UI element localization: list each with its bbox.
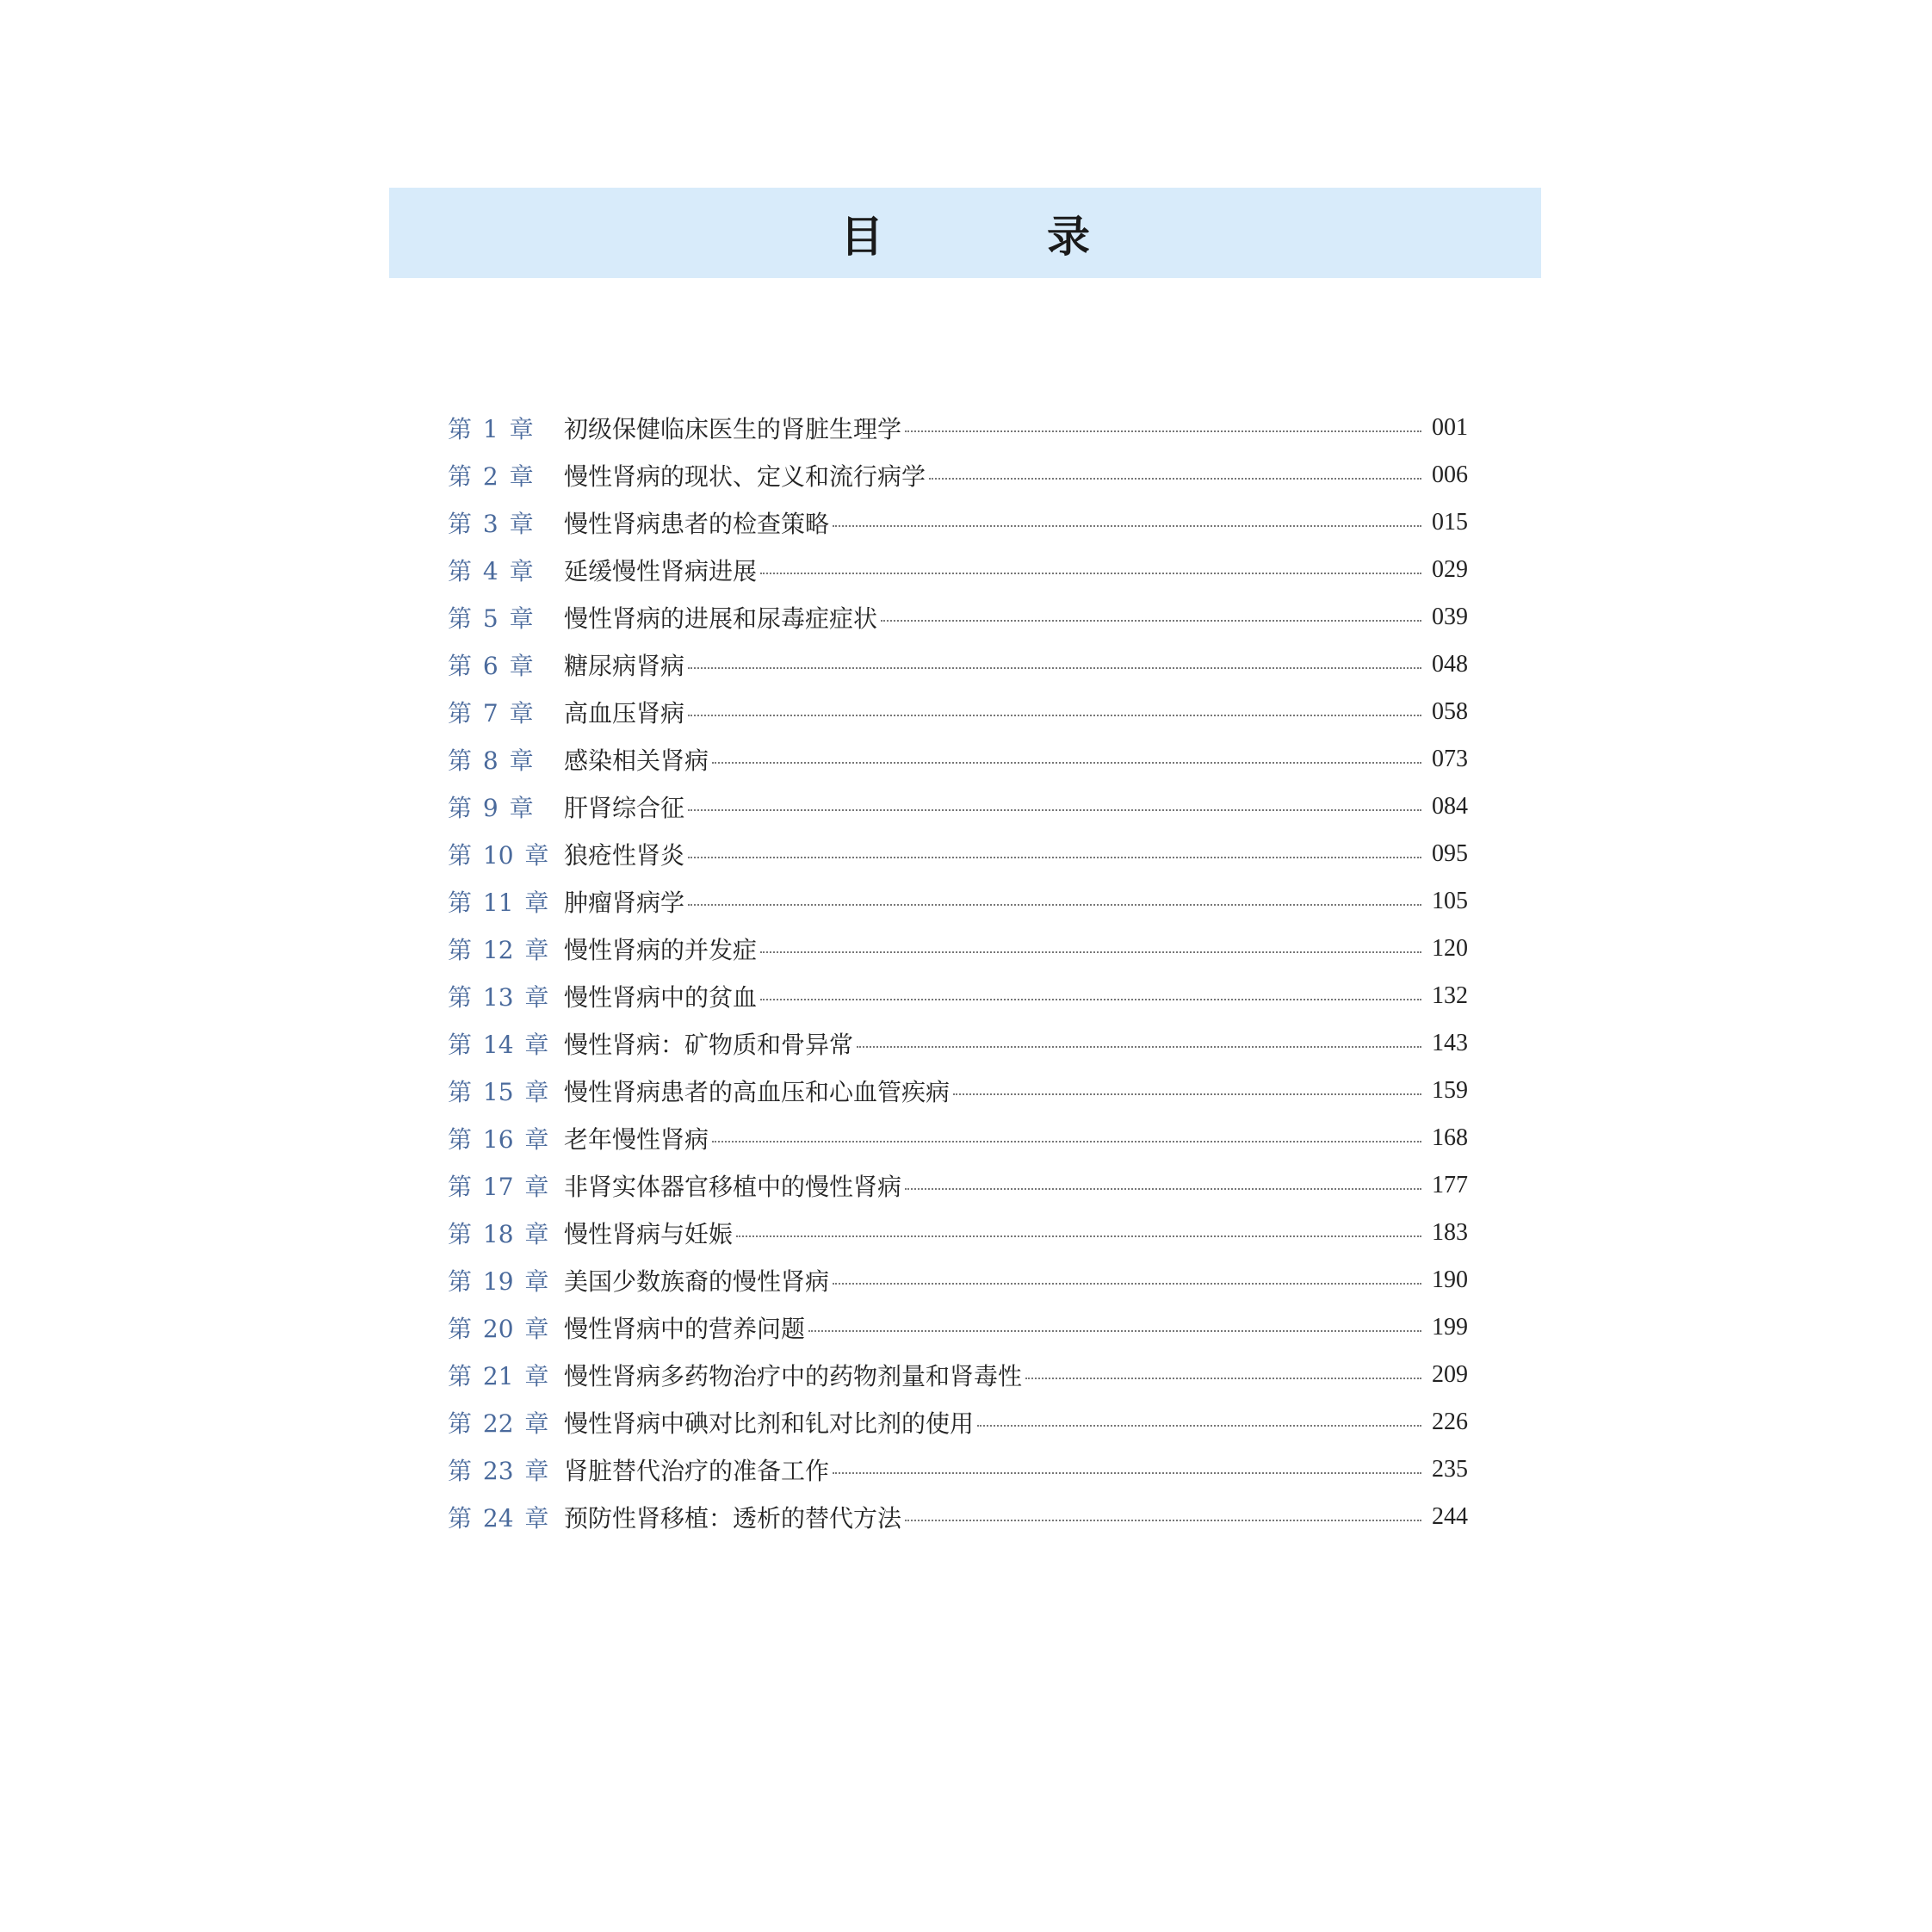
chapter-number: 第 22 章 (448, 1409, 549, 1438)
chapter-title: 慢性肾病：矿物质和骨异常 (564, 1030, 854, 1059)
toc-entry[interactable] (448, 1019, 1468, 1067)
dot-leader (736, 1235, 1421, 1237)
dot-leader (808, 1330, 1421, 1332)
chapter-title: 慢性肾病中的贫血 (564, 982, 758, 1012)
chapter-title: 非肾实体器官移植中的慢性肾病 (564, 1172, 902, 1201)
toc-entry[interactable] (448, 1493, 1468, 1540)
chapter-title: 慢性肾病患者的高血压和心血管疾病 (564, 1077, 951, 1106)
toc-entry[interactable] (448, 1303, 1468, 1351)
toc-entry[interactable] (448, 546, 1468, 593)
chapter-title: 初级保健临床医生的肾脏生理学 (564, 414, 902, 443)
table-of-contents (448, 404, 1468, 1540)
page-number: 029 (1432, 555, 1468, 583)
chapter-title: 肿瘤肾病学 (564, 888, 685, 917)
title-band (389, 188, 1541, 278)
chapter-title: 慢性肾病与妊娠 (564, 1219, 734, 1248)
dot-leader (881, 620, 1421, 622)
chapter-number: 第 7 章 (448, 698, 534, 728)
chapter-number: 第 13 章 (448, 982, 549, 1012)
page-number: 199 (1432, 1313, 1468, 1341)
page-number: 244 (1432, 1502, 1468, 1530)
dot-leader (833, 1283, 1421, 1285)
chapter-number: 第 5 章 (448, 604, 534, 633)
chapter-title: 高血压肾病 (564, 698, 685, 728)
chapter-number: 第 23 章 (448, 1456, 549, 1485)
dot-leader (688, 904, 1421, 906)
toc-entry[interactable] (448, 451, 1468, 498)
dot-leader (953, 1093, 1421, 1095)
dot-leader (688, 857, 1421, 858)
dot-leader (977, 1425, 1421, 1427)
chapter-number: 第 4 章 (448, 556, 534, 585)
dot-leader (905, 430, 1421, 432)
chapter-number: 第 18 章 (448, 1219, 549, 1248)
chapter-title: 糖尿病肾病 (564, 651, 685, 680)
toc-entry[interactable] (448, 593, 1468, 641)
chapter-title: 狼疮性肾炎 (564, 840, 685, 870)
page-number: 006 (1432, 461, 1468, 488)
page-number: 190 (1432, 1266, 1468, 1293)
dot-leader (760, 951, 1421, 953)
chapter-title: 慢性肾病的进展和尿毒症症状 (564, 604, 878, 633)
chapter-title: 肾脏替代治疗的准备工作 (564, 1456, 830, 1485)
chapter-number: 第 16 章 (448, 1124, 549, 1154)
page-number: 039 (1432, 603, 1468, 630)
toc-entry[interactable] (448, 1446, 1468, 1493)
dot-leader (760, 573, 1421, 574)
dot-leader (712, 762, 1421, 764)
chapter-number: 第 21 章 (448, 1361, 549, 1390)
chapter-number: 第 10 章 (448, 840, 549, 870)
toc-entry[interactable] (448, 1398, 1468, 1446)
dot-leader (1025, 1378, 1421, 1379)
chapter-number: 第 6 章 (448, 651, 534, 680)
page-number: 001 (1432, 413, 1468, 441)
page-number: 209 (1432, 1360, 1468, 1388)
chapter-title: 慢性肾病中碘对比剂和钆对比剂的使用 (564, 1409, 975, 1438)
chapter-number: 第 11 章 (448, 888, 549, 917)
chapter-number: 第 2 章 (448, 461, 534, 491)
chapter-title: 慢性肾病的现状、定义和流行病学 (564, 461, 926, 491)
page-number: 120 (1432, 934, 1468, 962)
chapter-number: 第 8 章 (448, 746, 534, 775)
dot-leader (857, 1046, 1421, 1048)
dot-leader (688, 809, 1421, 811)
toc-entry[interactable] (448, 830, 1468, 877)
page-number: 058 (1432, 697, 1468, 725)
chapter-number: 第 24 章 (448, 1503, 549, 1533)
page-number: 235 (1432, 1455, 1468, 1483)
chapter-title: 肝肾综合征 (564, 793, 685, 822)
page-number: 177 (1432, 1171, 1468, 1198)
toc-entry[interactable] (448, 877, 1468, 925)
page-number: 159 (1432, 1076, 1468, 1104)
dot-leader (688, 667, 1421, 669)
page-number: 168 (1432, 1124, 1468, 1151)
chapter-number: 第 1 章 (448, 414, 534, 443)
toc-entry[interactable] (448, 1256, 1468, 1303)
toc-entry[interactable] (448, 783, 1468, 830)
chapter-number: 第 17 章 (448, 1172, 549, 1201)
page-number: 105 (1432, 887, 1468, 914)
chapter-number: 第 12 章 (448, 935, 549, 964)
chapter-title: 预防性肾移植：透析的替代方法 (564, 1503, 902, 1533)
toc-entry[interactable] (448, 1067, 1468, 1114)
toc-entry[interactable] (448, 925, 1468, 972)
dot-leader (760, 999, 1421, 1000)
chapter-number: 第 3 章 (448, 509, 534, 538)
chapter-title: 慢性肾病患者的检查策略 (564, 509, 830, 538)
chapter-title: 老年慢性肾病 (564, 1124, 709, 1154)
chapter-title: 慢性肾病中的营养问题 (564, 1314, 806, 1343)
chapter-number: 第 15 章 (448, 1077, 549, 1106)
page-number: 226 (1432, 1408, 1468, 1435)
chapter-number: 第 14 章 (448, 1030, 549, 1059)
page-number: 048 (1432, 650, 1468, 678)
toc-entry[interactable] (448, 498, 1468, 546)
dot-leader (929, 478, 1421, 480)
dot-leader (833, 525, 1421, 527)
dot-leader (688, 715, 1421, 716)
toc-entry[interactable] (448, 1209, 1468, 1256)
page-title: 目 录 (840, 210, 1150, 262)
page-number: 015 (1432, 508, 1468, 536)
chapter-title: 慢性肾病多药物治疗中的药物剂量和肾毒性 (564, 1361, 1023, 1390)
page-number: 132 (1432, 981, 1468, 1009)
chapter-title: 慢性肾病的并发症 (564, 935, 758, 964)
toc-entry[interactable] (448, 972, 1468, 1019)
chapter-title: 美国少数族裔的慢性肾病 (564, 1266, 830, 1296)
toc-entry[interactable] (448, 688, 1468, 735)
page-number: 183 (1432, 1218, 1468, 1246)
toc-entry[interactable] (448, 641, 1468, 688)
chapter-number: 第 19 章 (448, 1266, 549, 1296)
toc-entry[interactable] (448, 404, 1468, 451)
toc-entry[interactable] (448, 1114, 1468, 1161)
dot-leader (905, 1188, 1421, 1190)
toc-entry[interactable] (448, 735, 1468, 783)
dot-leader (833, 1472, 1421, 1474)
toc-entry[interactable] (448, 1161, 1468, 1209)
chapter-number: 第 9 章 (448, 793, 534, 822)
chapter-number: 第 20 章 (448, 1314, 549, 1343)
dot-leader (712, 1141, 1421, 1142)
page-number: 084 (1432, 792, 1468, 820)
dot-leader (905, 1520, 1421, 1521)
chapter-title: 感染相关肾病 (564, 746, 709, 775)
page-number: 095 (1432, 839, 1468, 867)
chapter-title: 延缓慢性肾病进展 (564, 556, 758, 585)
page-number: 073 (1432, 745, 1468, 772)
page-number: 143 (1432, 1029, 1468, 1056)
toc-entry[interactable] (448, 1351, 1468, 1398)
